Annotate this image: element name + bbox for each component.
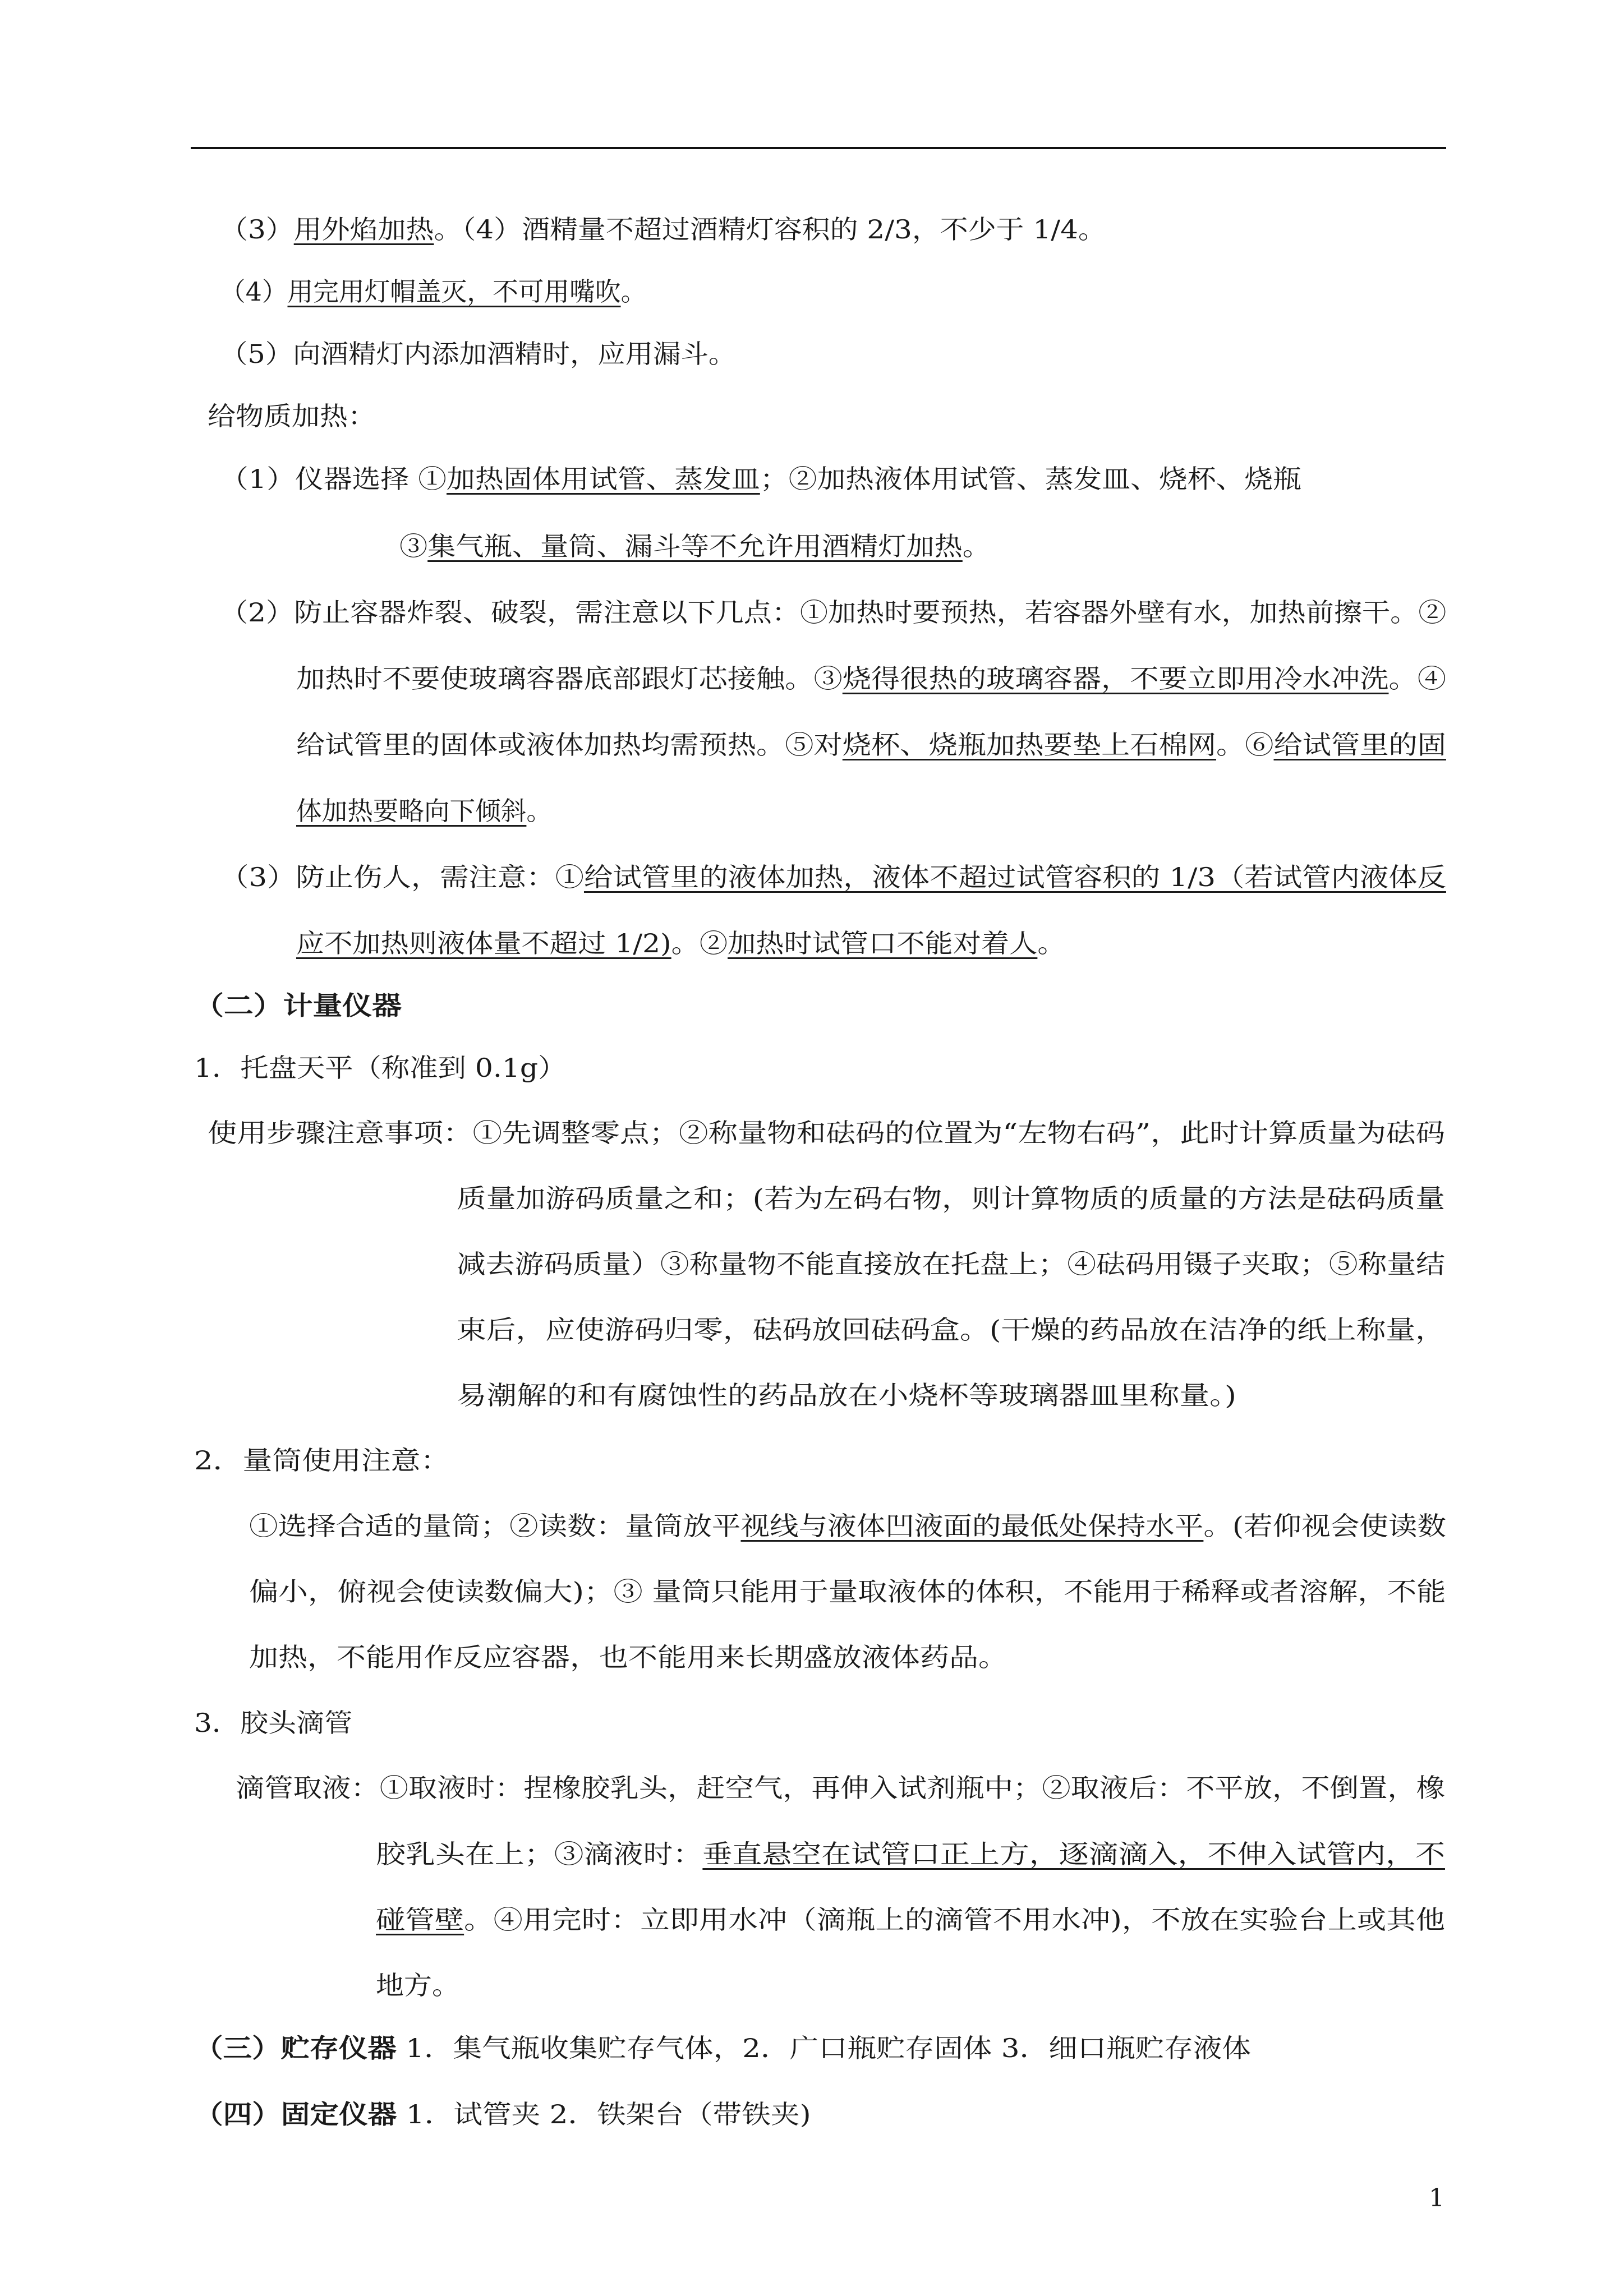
text-line	[457, 1182, 1445, 1215]
text-line	[296, 926, 1066, 960]
text-segment: 加热时不要使玻璃容器底部跟灯芯接触。③	[296, 663, 843, 694]
underlined-text: 给试管里的固	[1273, 730, 1446, 760]
text-line	[296, 728, 1446, 762]
text-segment: 。	[526, 796, 552, 826]
text-line	[249, 1575, 1446, 1608]
text-line	[457, 1313, 1445, 1347]
section-heading: （二）计量仪器	[194, 990, 402, 1021]
text-segment: 地方。	[376, 1970, 460, 2000]
text-segment: 束后，应使游码归零，砝码放回砝码盒。(干燥的药品放在洁净的纸上称量，	[457, 1315, 1445, 1345]
text-line	[296, 794, 552, 828]
text-line	[457, 1378, 1236, 1412]
underlined-text: 用完用灯帽盖灭，不可用嘴吹	[287, 276, 621, 307]
text-segment: 质量加游码质量之和；(若为左码右物，则计算物质的质量的方法是砝码质量	[457, 1183, 1445, 1214]
section-heading: （三）贮存仪器	[194, 2033, 397, 2063]
text-line	[208, 399, 376, 433]
text-segment: 3．胶头滴管	[194, 1708, 353, 1738]
text-segment: 。	[1037, 928, 1066, 958]
text-segment: 。	[620, 276, 647, 307]
text-line	[236, 1771, 1445, 1805]
underlined-text: 加热固体用试管、蒸发皿	[447, 464, 760, 494]
text-line	[220, 213, 1106, 246]
text-line	[220, 337, 736, 371]
underlined-text: 应不加热则液体量不超过 1/2)	[296, 928, 671, 958]
page-number: 1	[1429, 2184, 1444, 2212]
text-segment: 胶乳头在上；③滴液时：	[376, 1839, 703, 1869]
text-segment: 1．托盘天平（称准到 0.1g）	[194, 1053, 567, 1083]
underlined-text: 用外焰加热	[293, 214, 434, 245]
underlined-text: 碰管壁	[376, 1905, 464, 1935]
text-line	[457, 1247, 1445, 1281]
underlined-text: 垂直悬空在试管口正上方，逐滴滴入，不伸入试管内，不	[702, 1839, 1445, 1869]
text-line	[194, 2097, 811, 2131]
underlined-text: 视线与液体凹液面的最低处保持水平	[740, 1511, 1204, 1541]
text-segment: 加热，不能用作反应容器，也不能用来长期盛放液体药品。	[249, 1642, 1007, 1672]
text-segment: 给试管里的固体或液体加热均需预热。⑤对	[296, 730, 843, 760]
text-line	[220, 275, 646, 308]
text-line	[376, 1968, 460, 2002]
text-line	[220, 596, 1446, 629]
text-segment: 易潮解的和有腐蚀性的药品放在小烧杯等玻璃器皿里称量。)	[457, 1380, 1236, 1410]
text-segment: 。④	[1388, 663, 1446, 694]
text-line	[194, 1051, 566, 1085]
text-segment: 使用步骤注意事项：①先调整零点；②称量物和砝码的位置为“左物右码”，此时计算质量为砝码	[208, 1118, 1446, 1148]
text-segment: 。⑥	[1216, 730, 1274, 760]
text-segment: （2）防止容器炸裂、破裂，需注意以下几点：①加热时要预热，若容器外壁有水，加热前擦干。②	[220, 597, 1447, 628]
header-rule	[191, 147, 1446, 149]
underlined-text: 集气瓶、量筒、漏斗等不允许用酒精灯加热	[427, 531, 963, 561]
text-segment: 。（4）酒精量不超过酒精灯容积的 2/3，不少于 1/4。	[434, 214, 1106, 245]
text-line	[194, 989, 402, 1022]
text-line	[220, 860, 1446, 894]
text-segment: 。④用完时：立即用水冲（滴瓶上的滴管不用水冲)，不放在实验台上或其他	[464, 1905, 1445, 1935]
text-segment: （4）	[220, 276, 288, 307]
underlined-text: 给试管里的液体加热，液体不超过试管容积的 1/3（若试管内液体反	[583, 862, 1446, 892]
text-segment: ①选择合适的量筒；②读数：量筒放平	[249, 1511, 741, 1541]
text-segment: ③	[399, 531, 428, 561]
text-segment: 滴管取液：①取液时：捏橡胶乳头，赶空气，再伸入试剂瓶中；②取液后：不平放，不倒置，橡	[236, 1773, 1445, 1803]
text-segment: 给物质加热：	[208, 401, 376, 431]
text-segment: 。(若仰视会使读数	[1203, 1511, 1446, 1541]
text-line	[376, 1837, 1445, 1871]
text-segment: ；②加热液体用试管、蒸发皿、烧杯、烧瓶	[760, 464, 1301, 494]
text-segment: （3）	[220, 214, 294, 245]
text-segment: 。	[962, 531, 991, 561]
underlined-text: 烧杯、烧瓶加热要垫上石棉网	[842, 730, 1216, 760]
text-segment: 2．量筒使用注意：	[194, 1445, 450, 1476]
text-line	[194, 2031, 1251, 2065]
section-heading: （四）固定仪器	[194, 2099, 397, 2129]
text-segment: （3）防止伤人，需注意：①	[220, 862, 584, 892]
text-segment: 。②	[671, 928, 728, 958]
text-segment: （1）仪器选择 ①	[220, 464, 447, 494]
underlined-text: 体加热要略向下倾斜	[296, 796, 527, 826]
text-segment: 1．集气瓶收集贮存气体，2．广口瓶贮存固体 3．细口瓶贮存液体	[396, 2033, 1252, 2063]
text-line	[194, 1444, 450, 1477]
text-segment: 1．试管夹 2．铁架台（带铁夹)	[397, 2099, 811, 2129]
text-segment: （5）向酒精灯内添加酒精时，应用漏斗。	[220, 339, 737, 369]
text-line	[194, 1706, 352, 1740]
text-line	[399, 529, 991, 563]
text-line	[249, 1640, 1007, 1674]
text-line	[208, 1116, 1445, 1150]
text-segment: 减去游码质量）③称量物不能直接放在托盘上；④砝码用镊子夹取；⑤称量结	[457, 1249, 1445, 1279]
text-line	[249, 1509, 1446, 1543]
text-line	[220, 462, 1301, 496]
text-segment: 偏小，俯视会使读数偏大)；③ 量筒只能用于量取液体的体积，不能用于稀释或者溶解，不能	[249, 1576, 1446, 1607]
underlined-text: 加热时试管口不能对着人	[728, 928, 1038, 958]
text-line	[376, 1903, 1445, 1937]
text-line	[296, 662, 1446, 695]
underlined-text: 烧得很热的玻璃容器，不要立即用冷水冲洗	[842, 663, 1389, 694]
